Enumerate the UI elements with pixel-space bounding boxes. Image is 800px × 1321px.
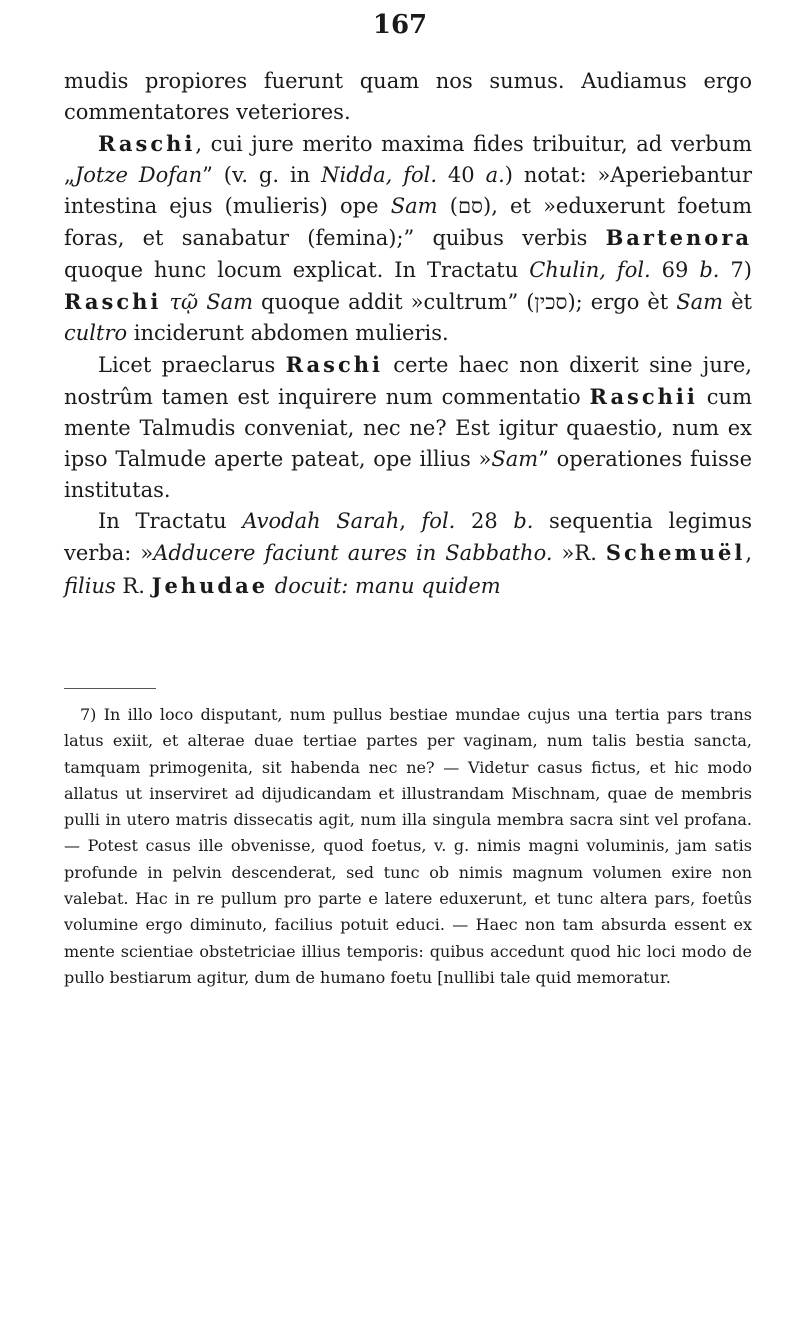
text-run: Nidda, fol. xyxy=(321,163,438,188)
text-run: certe haec non dixerit sine jure, nostrûm tamen est inquirere num commentatio xyxy=(64,352,752,409)
text-run: ” operationes fuisse institutas. xyxy=(64,447,752,503)
text-run: ” (v. g. in xyxy=(202,163,322,188)
footnote-separator xyxy=(64,688,156,689)
text-run: Schemuël xyxy=(605,540,746,566)
text-run: »R. xyxy=(552,541,606,566)
text-run: 7) xyxy=(719,257,752,282)
text-run: Raschi xyxy=(64,288,162,314)
body-paragraph xyxy=(64,349,752,506)
text-run: Raschi xyxy=(98,131,196,157)
text-run: cultro xyxy=(64,320,128,345)
text-run: Bartenora xyxy=(605,225,752,251)
text-run: 28 xyxy=(455,509,514,534)
text-run: Sam xyxy=(390,194,438,219)
text-run: R. xyxy=(115,573,152,598)
text-run: Chulin, fol. xyxy=(529,257,651,282)
text-run: fol. xyxy=(421,509,456,534)
text-run: , xyxy=(399,509,422,534)
text-run: Raschi xyxy=(285,351,384,377)
text-run: Jehudae xyxy=(151,572,269,598)
text-run: Jotze Dofan xyxy=(74,163,203,188)
main-text xyxy=(64,66,752,602)
body-paragraph xyxy=(64,128,752,349)
text-run: τῷ Sam xyxy=(169,289,254,314)
text-run: 69 xyxy=(650,257,700,282)
footnote xyxy=(64,702,752,991)
text-run: èt xyxy=(723,289,752,314)
text-run xyxy=(268,574,275,598)
text-run: cum mente Talmudis conveniat, nec ne? Est igitur quaestio, num ex ipso Talmude aperte pateat, ope illius » xyxy=(64,384,752,472)
text-run: ) notat: »Aperiebantur intestina ejus (mulieris) ope xyxy=(64,163,753,219)
text-run: , cui jure merito maxima fides tribuitur, ad verbum „ xyxy=(64,132,752,188)
text-run: quoque addit »cultrum” (סכין); ergo èt xyxy=(253,289,677,314)
text-run: b. xyxy=(513,509,534,534)
text-run: In Tractatu xyxy=(98,509,243,534)
text-run: docuit: manu quidem xyxy=(274,573,501,598)
text-run: a. xyxy=(485,163,505,188)
text-run: Sam xyxy=(676,289,724,314)
body-paragraph xyxy=(64,66,752,128)
body-paragraph xyxy=(64,506,752,601)
text-run: Sam xyxy=(491,447,539,472)
text-run: 40 xyxy=(437,163,486,188)
footnote-text: 7) In illo loco disputant, num pullus bestiae mundae cujus una tertia pars trans latus exiit, et alterae duae tertiae partes per vaginam, num talis bestia sancta, tamquam primogenita, sit habenda nec ne? — Videtur casus fictus, et hic modo allatus ut inserviret ad dijudicandam et illustrandam Mischnam, quae de membris pulli in utero matris dissecatis agit, num illa singula membra sacra sint vel profana. — Potest casus ille obvenisse, quod foetus, v. g. nimis magni voluminis, jam satis profunde in pelvin descenderat, sed tunc ob nimis magnum volumen exire non valebat. Hac in re pullum pro parte e latere eduxerunt, et tunc altera pars, foetûs volumine ergo diminuto, facilius potuit educi. — Haec non tam absurda essent ex mente scientiae obstetriciae illius temporis: quibus accedunt quod hic loci modo de pullo bestiarum agitur, dum de humano foetu [nullibi tale quid memoratur. xyxy=(64,705,752,987)
text-run: sequentia legimus verba: » xyxy=(64,509,752,566)
text-run: Adducere faciunt aures in Sabbatho. xyxy=(153,541,553,566)
text-run: Licet praeclarus xyxy=(98,352,286,377)
text-run: mudis propiores fuerunt quam nos sumus. Audiamus ergo commentatores veteriores. xyxy=(64,69,752,125)
text-run: b. xyxy=(699,257,720,282)
page-number: 167 xyxy=(372,10,428,40)
text-run: Raschii xyxy=(589,383,698,409)
text-run: filius xyxy=(64,573,116,598)
text-run: , xyxy=(745,541,752,566)
text-run: inciderunt abdomen mulieris. xyxy=(127,320,449,345)
text-run: Avodah Sarah xyxy=(242,509,400,534)
text-run: quoque hunc locum explicat. In Tractatu xyxy=(64,257,530,282)
text-run: (סם), et »eduxerunt foetum foras, et sanabatur (femina);” quibus verbis xyxy=(64,194,752,251)
